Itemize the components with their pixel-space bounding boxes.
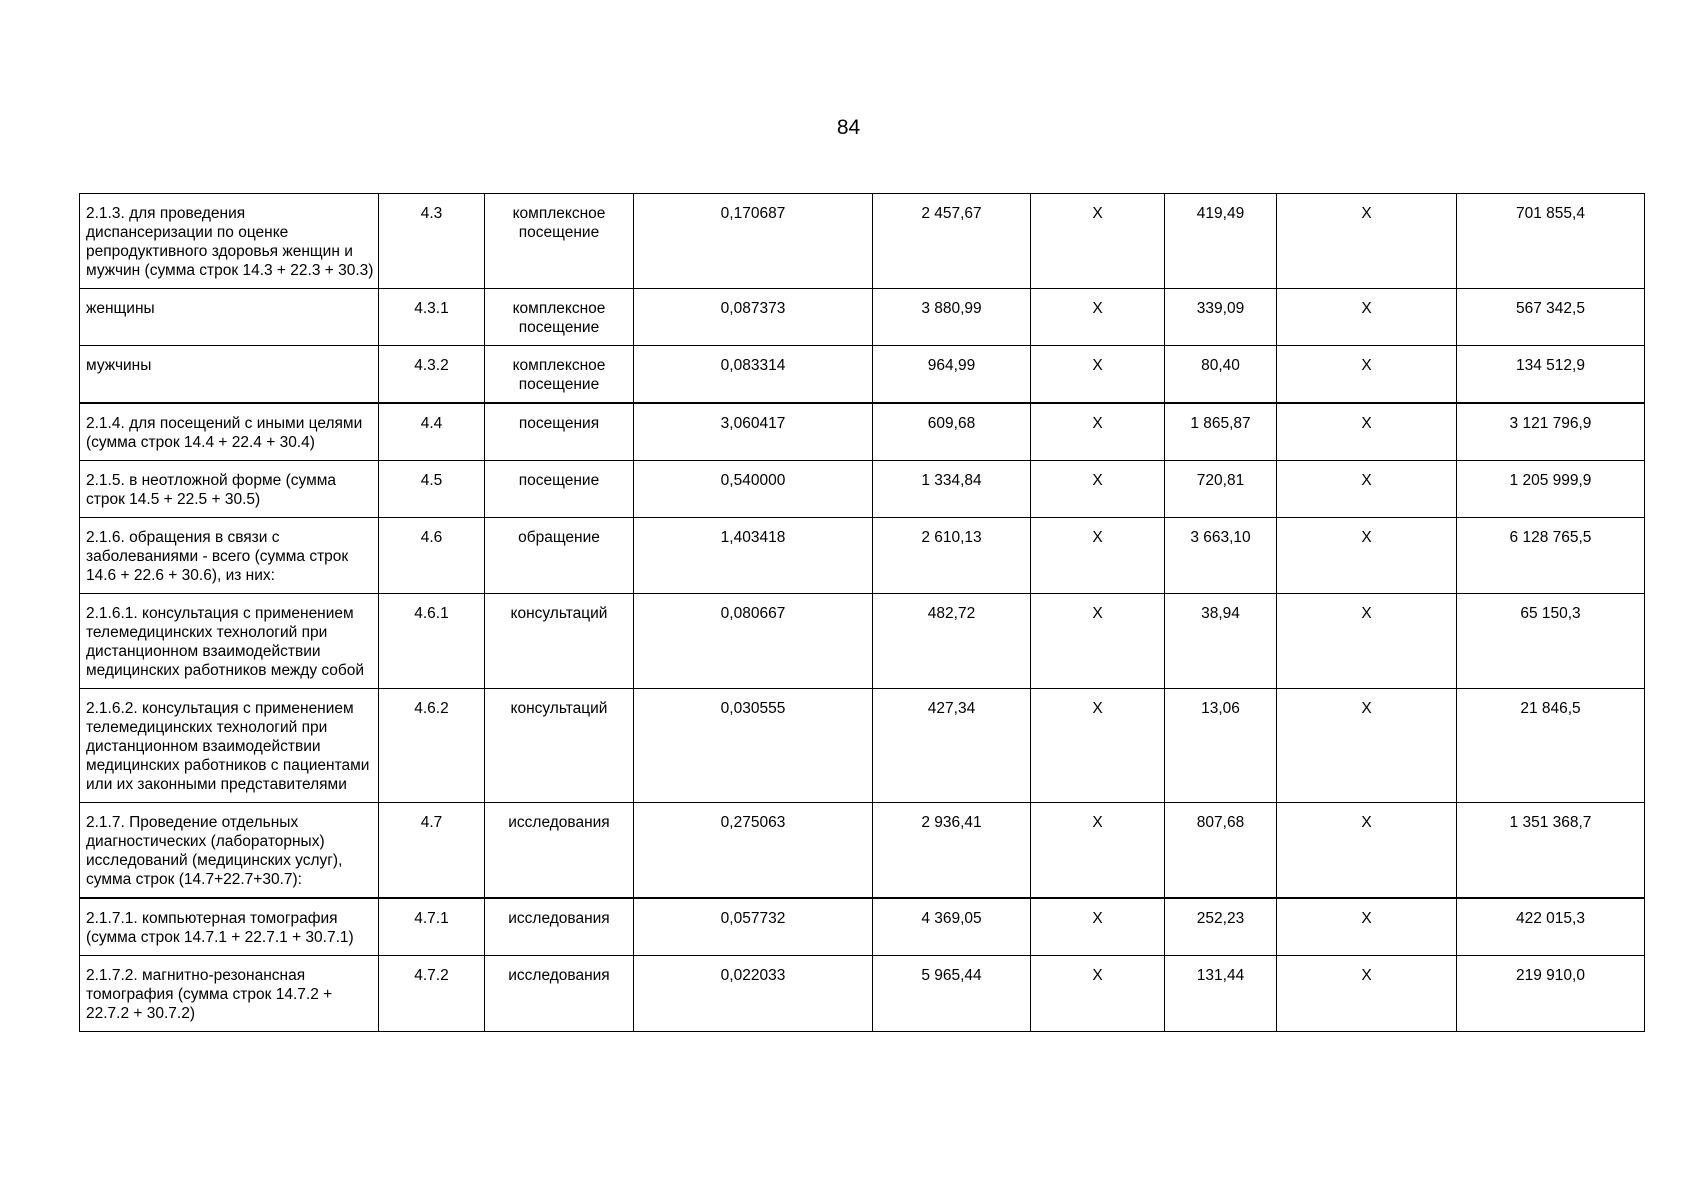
row-name-cell: 2.1.6. обращения в связи с заболеваниями - всего (сумма строк 14.6 + 22.6 + 30.6), из них: — [80, 518, 379, 594]
table-row — [80, 461, 1645, 518]
row-mark-cell: Х — [1277, 346, 1457, 404]
row-volume-cell: 0,057732 — [634, 898, 873, 956]
row-unit-cell: комплексное посещение — [485, 346, 634, 404]
table-row — [80, 518, 1645, 594]
row-line-number-cell: 4.5 — [379, 461, 485, 518]
row-mark-cell: Х — [1031, 289, 1165, 346]
row-line-number-cell: 4.3.1 — [379, 289, 485, 346]
row-line-number-cell: 4.7.1 — [379, 898, 485, 956]
row-per-capita-cell: 1 865,87 — [1165, 403, 1277, 461]
row-line-number-cell: 4.6.1 — [379, 594, 485, 689]
row-per-capita-cell: 339,09 — [1165, 289, 1277, 346]
row-cost-cell: 1 334,84 — [873, 461, 1031, 518]
row-cost-cell: 2 457,67 — [873, 194, 1031, 289]
row-per-capita-cell: 3 663,10 — [1165, 518, 1277, 594]
row-name-cell: мужчины — [80, 346, 379, 404]
row-cost-cell: 2 936,41 — [873, 803, 1031, 899]
row-unit-cell: посещения — [485, 403, 634, 461]
row-volume-cell: 0,087373 — [634, 289, 873, 346]
row-cost-cell: 427,34 — [873, 689, 1031, 803]
row-volume-cell: 0,170687 — [634, 194, 873, 289]
row-mark-cell: Х — [1031, 594, 1165, 689]
row-cost-cell: 964,99 — [873, 346, 1031, 404]
row-name-cell: 2.1.4. для посещений с иными целями (сумма строк 14.4 + 22.4 + 30.4) — [80, 403, 379, 461]
row-unit-cell: посещение — [485, 461, 634, 518]
table-row — [80, 194, 1645, 289]
row-volume-cell: 0,080667 — [634, 594, 873, 689]
row-cost-cell: 5 965,44 — [873, 956, 1031, 1032]
row-line-number-cell: 4.7 — [379, 803, 485, 899]
row-name-cell: 2.1.5. в неотложной форме (сумма строк 14.5 + 22.5 + 30.5) — [80, 461, 379, 518]
row-cost-cell: 609,68 — [873, 403, 1031, 461]
row-mark-cell: Х — [1277, 194, 1457, 289]
table-row — [80, 803, 1645, 899]
row-per-capita-cell: 38,94 — [1165, 594, 1277, 689]
row-per-capita-cell: 13,06 — [1165, 689, 1277, 803]
row-total-cell: 21 846,5 — [1457, 689, 1645, 803]
row-total-cell: 1 205 999,9 — [1457, 461, 1645, 518]
table-row — [80, 898, 1645, 956]
row-name-cell: 2.1.6.2. консультация с применением телемедицинских технологий при дистанционном взаимодействии медицинских работников с пациентами или их законными представителями — [80, 689, 379, 803]
row-mark-cell: Х — [1277, 461, 1457, 518]
row-unit-cell: исследования — [485, 898, 634, 956]
row-unit-cell: исследования — [485, 803, 634, 899]
row-mark-cell: Х — [1277, 803, 1457, 899]
row-volume-cell: 0,022033 — [634, 956, 873, 1032]
row-volume-cell: 3,060417 — [634, 403, 873, 461]
row-mark-cell: Х — [1031, 403, 1165, 461]
table-row — [80, 346, 1645, 404]
row-volume-cell: 1,403418 — [634, 518, 873, 594]
table-row — [80, 289, 1645, 346]
row-line-number-cell: 4.7.2 — [379, 956, 485, 1032]
row-per-capita-cell: 807,68 — [1165, 803, 1277, 899]
row-mark-cell: Х — [1277, 594, 1457, 689]
row-per-capita-cell: 252,23 — [1165, 898, 1277, 956]
row-mark-cell: Х — [1031, 518, 1165, 594]
row-mark-cell: Х — [1031, 803, 1165, 899]
row-per-capita-cell: 720,81 — [1165, 461, 1277, 518]
row-total-cell: 567 342,5 — [1457, 289, 1645, 346]
row-unit-cell: консультаций — [485, 594, 634, 689]
row-mark-cell: Х — [1031, 461, 1165, 518]
row-total-cell: 65 150,3 — [1457, 594, 1645, 689]
table-row — [80, 956, 1645, 1032]
row-total-cell: 701 855,4 — [1457, 194, 1645, 289]
row-total-cell: 6 128 765,5 — [1457, 518, 1645, 594]
row-mark-cell: Х — [1277, 289, 1457, 346]
row-mark-cell: Х — [1277, 956, 1457, 1032]
row-per-capita-cell: 80,40 — [1165, 346, 1277, 404]
row-total-cell: 219 910,0 — [1457, 956, 1645, 1032]
row-per-capita-cell: 419,49 — [1165, 194, 1277, 289]
row-line-number-cell: 4.3.2 — [379, 346, 485, 404]
row-unit-cell: исследования — [485, 956, 634, 1032]
row-volume-cell: 0,275063 — [634, 803, 873, 899]
row-total-cell: 422 015,3 — [1457, 898, 1645, 956]
row-total-cell: 3 121 796,9 — [1457, 403, 1645, 461]
row-unit-cell: обращение — [485, 518, 634, 594]
row-mark-cell: Х — [1277, 403, 1457, 461]
row-total-cell: 1 351 368,7 — [1457, 803, 1645, 899]
row-name-cell: 2.1.7.2. магнитно-резонансная томография (сумма строк 14.7.2 + 22.7.2 + 30.7.2) — [80, 956, 379, 1032]
row-per-capita-cell: 131,44 — [1165, 956, 1277, 1032]
row-unit-cell: консультаций — [485, 689, 634, 803]
row-mark-cell: Х — [1031, 898, 1165, 956]
table-row — [80, 689, 1645, 803]
table-row — [80, 594, 1645, 689]
row-line-number-cell: 4.4 — [379, 403, 485, 461]
row-name-cell: 2.1.3. для проведения диспансеризации по оценке репродуктивного здоровья женщин и мужчин (сумма строк 14.3 + 22.3 + 30.3) — [80, 194, 379, 289]
row-name-cell: 2.1.7.1. компьютерная томография (сумма строк 14.7.1 + 22.7.1 + 30.7.1) — [80, 898, 379, 956]
page-number: 84 — [836, 116, 861, 139]
row-cost-cell: 482,72 — [873, 594, 1031, 689]
row-mark-cell: Х — [1277, 898, 1457, 956]
row-unit-cell: комплексное посещение — [485, 194, 634, 289]
row-unit-cell: комплексное посещение — [485, 289, 634, 346]
row-name-cell: 2.1.6.1. консультация с применением телемедицинских технологий при дистанционном взаимодействии медицинских работников между собой — [80, 594, 379, 689]
row-name-cell: женщины — [80, 289, 379, 346]
row-mark-cell: Х — [1031, 346, 1165, 404]
row-mark-cell: Х — [1277, 689, 1457, 803]
row-total-cell: 134 512,9 — [1457, 346, 1645, 404]
row-volume-cell: 0,083314 — [634, 346, 873, 404]
row-name-cell: 2.1.7. Проведение отдельных диагностических (лабораторных) исследований (медицинских услуг), сумма строк (14.7+22.7+30.7): — [80, 803, 379, 899]
row-mark-cell: Х — [1031, 956, 1165, 1032]
row-cost-cell: 3 880,99 — [873, 289, 1031, 346]
row-mark-cell: Х — [1031, 194, 1165, 289]
row-mark-cell: Х — [1277, 518, 1457, 594]
row-mark-cell: Х — [1031, 689, 1165, 803]
row-cost-cell: 4 369,05 — [873, 898, 1031, 956]
row-cost-cell: 2 610,13 — [873, 518, 1031, 594]
row-line-number-cell: 4.3 — [379, 194, 485, 289]
row-volume-cell: 0,540000 — [634, 461, 873, 518]
row-line-number-cell: 4.6.2 — [379, 689, 485, 803]
data-table — [79, 193, 1645, 1032]
table-row — [80, 403, 1645, 461]
table-body — [80, 194, 1645, 1032]
row-line-number-cell: 4.6 — [379, 518, 485, 594]
row-volume-cell: 0,030555 — [634, 689, 873, 803]
